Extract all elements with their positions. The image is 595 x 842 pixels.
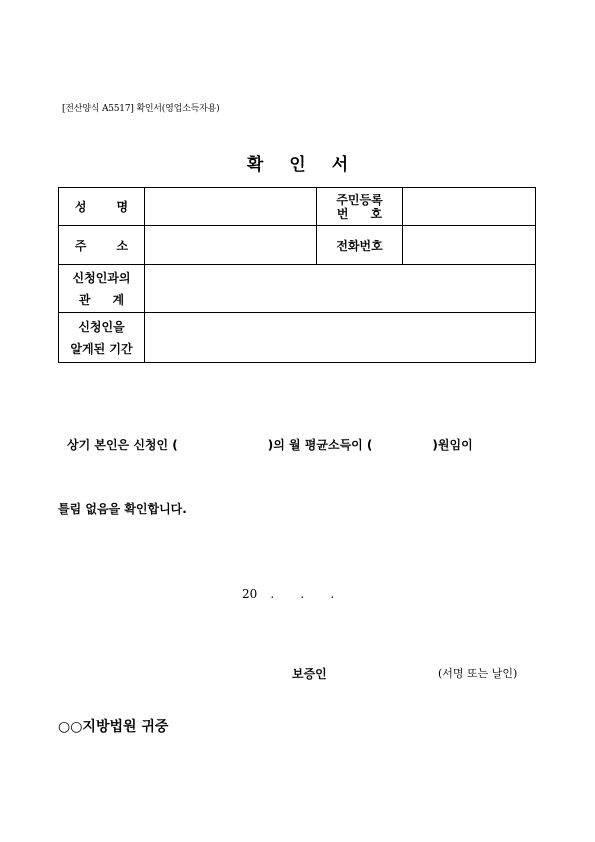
phone-field[interactable] (403, 226, 536, 265)
info-table (58, 187, 536, 363)
relation-label: 신청인과의 관 계 (59, 265, 145, 313)
signature-note: (서명 또는 날인) (438, 667, 518, 680)
title-char: 서 (331, 155, 349, 175)
address-field[interactable] (145, 226, 317, 265)
title-char: 인 (289, 155, 306, 175)
address-label: 주 소 (59, 226, 145, 265)
name-field[interactable] (145, 188, 317, 226)
period-label: 신청인을 알게된 기간 (59, 313, 145, 363)
form-code: [전산양식 A5517] 확인서(영업소득자용) (62, 104, 220, 114)
relation-field[interactable] (145, 265, 536, 313)
court-addressee: ○○지방법원 귀중 (58, 719, 169, 735)
name-label: 성 명 (59, 188, 145, 226)
phone-label: 전화번호 (317, 226, 403, 265)
rrn-field[interactable] (403, 188, 536, 226)
statement-line-2: 틀림 없음을 확인합니다. (58, 502, 187, 516)
statement-line-1: 상기 본인은 신청인 ( )의 월 평균소득이 ( )원임이 (67, 438, 473, 452)
guarantor-label: 보증인 (292, 667, 327, 681)
document-title (0, 150, 595, 175)
rrn-label: 주민등록 번 호 (317, 188, 403, 226)
date-line: 20 . . . (242, 587, 335, 601)
period-field[interactable] (145, 313, 536, 363)
title-char: 확 (246, 155, 264, 175)
